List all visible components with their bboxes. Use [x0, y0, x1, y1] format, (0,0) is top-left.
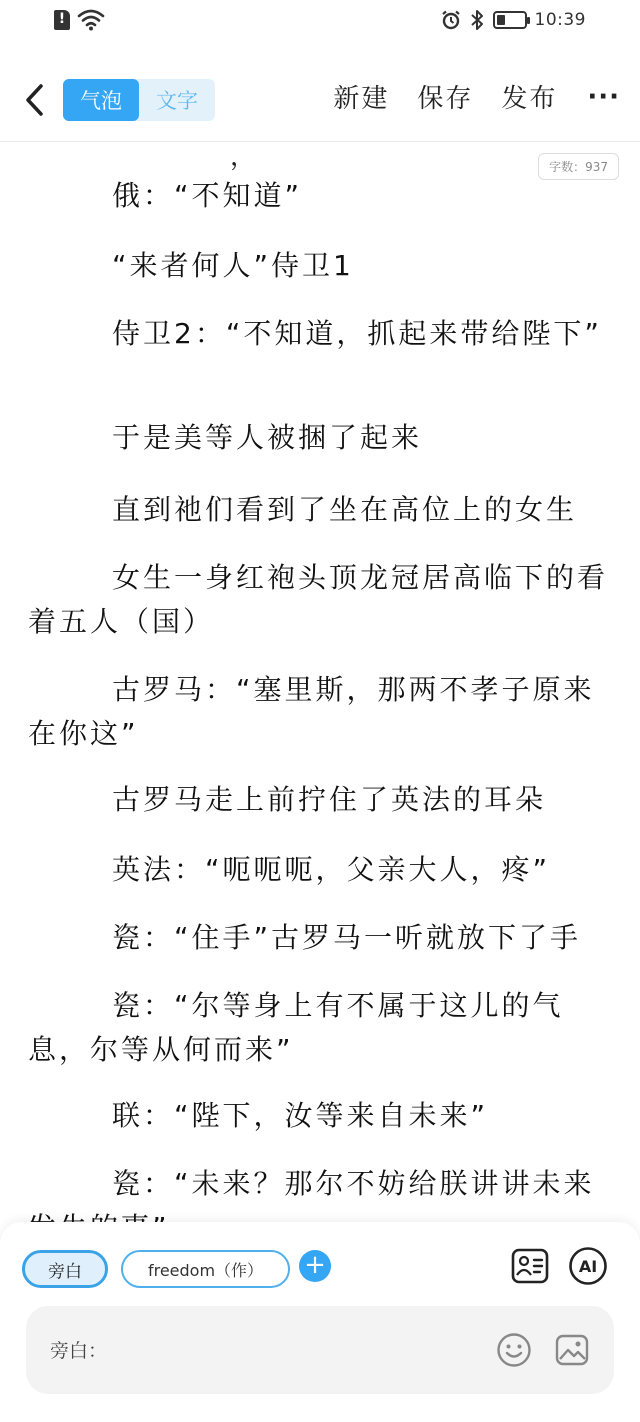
save-button[interactable]: 保存: [417, 84, 474, 114]
mode-toggle: [63, 79, 215, 121]
clipped-line: ，: [230, 142, 257, 172]
add-role-button[interactable]: +: [299, 1250, 331, 1282]
paragraph: 女生一身红袍头顶龙冠居高临下的看着五人（国）: [28, 561, 609, 638]
paragraph: 侍卫2：“不知道，抓起来带给陛下”: [112, 317, 602, 350]
ai-button[interactable]: [568, 1246, 608, 1286]
status-bar: [0, 0, 640, 44]
sim-alert-icon: [54, 10, 70, 30]
paragraph: 古罗马：“塞里斯，那两不孝子原来在你这”: [28, 673, 595, 750]
editor-toolbar: [0, 58, 640, 142]
battery-level: [497, 15, 505, 25]
paragraph: 直到祂们看到了坐在高位上的女生: [112, 493, 578, 526]
alarm-icon: [441, 10, 461, 30]
emoji-icon: [496, 1332, 532, 1368]
paragraph: 古罗马走上前拧住了英法的耳朵: [112, 783, 547, 816]
paragraph: 瓷：“未来？那尔不妨给朕讲讲未来: [112, 1167, 595, 1200]
mode-bubble-tab[interactable]: 气泡: [63, 79, 139, 121]
image-button[interactable]: [552, 1330, 592, 1370]
word-count-badge: 字数：937: [538, 153, 619, 180]
role-chip-freedom[interactable]: freedom（作）: [121, 1250, 290, 1288]
paragraph: 瓷：“尔等身上有不属于这儿的气息，尔等从何而来”: [28, 989, 564, 1066]
publish-button[interactable]: 发布: [501, 84, 558, 114]
paragraph: 瓷：“住手”古罗马一听就放下了手: [112, 921, 582, 954]
battery-icon: [493, 11, 527, 29]
emoji-button[interactable]: [494, 1330, 534, 1370]
input-panel: [0, 1222, 640, 1422]
more-options-icon[interactable]: ···: [587, 81, 620, 112]
paragraph: “来者何人”侍卫1: [112, 249, 354, 282]
contact-card-icon: [511, 1247, 549, 1285]
paragraph: 联：“陛下，汝等来自未来”: [112, 1099, 489, 1132]
role-card-button[interactable]: [510, 1246, 550, 1286]
paragraph: 于是美等人被捆了起来: [112, 421, 423, 454]
ai-label: AI: [578, 1257, 598, 1276]
paragraph: 俄：“不知道”: [112, 179, 303, 212]
wifi-icon: [78, 9, 104, 31]
mode-text-tab[interactable]: 文字: [156, 89, 198, 113]
role-chip-narrator[interactable]: 旁白: [22, 1250, 108, 1288]
document-body[interactable]: [0, 142, 640, 1222]
new-button[interactable]: 新建: [333, 84, 390, 114]
clock: 10:39: [534, 10, 586, 30]
ai-icon: [568, 1246, 608, 1286]
image-icon: [554, 1332, 590, 1368]
message-input[interactable]: [26, 1306, 614, 1394]
back-button[interactable]: [16, 80, 52, 120]
bluetooth-icon: [469, 9, 485, 31]
paragraph: 英法：“呃呃呃，父亲大人，疼”: [112, 853, 551, 886]
input-role-label: 旁白：: [50, 1340, 108, 1362]
chevron-left-icon: [23, 83, 45, 117]
